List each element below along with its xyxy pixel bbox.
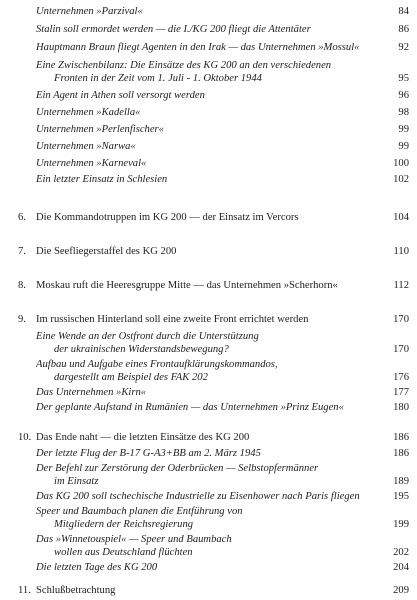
entry-title: Die letzten Tage des KG 200 <box>36 562 158 573</box>
chapter-number: 10. <box>18 432 32 443</box>
entry-title: Ein Agent in Athen soll versorgt werden <box>36 90 205 101</box>
entry-page: 170 <box>393 344 409 355</box>
entry-title: Das Unternehmen »Kirn« <box>36 387 147 398</box>
entry-page: 96 <box>398 90 409 101</box>
entry-page: 189 <box>393 476 409 487</box>
entry-page: 176 <box>393 372 409 383</box>
chapter-number: 8. <box>18 280 26 291</box>
chapter-number: 9. <box>18 314 26 325</box>
entry-page: 186 <box>393 448 409 459</box>
chapter-page: 104 <box>393 212 409 223</box>
entry-title: Unternehmen »Kadella« <box>36 107 141 118</box>
entry-page: 202 <box>393 547 409 558</box>
chapter-title: Moskau ruft die Heeresgruppe Mitte — das Unternehmen »Scherhorn« <box>36 280 338 291</box>
entry-title: wollen aus Deutschland flüchten <box>54 547 193 558</box>
chapter-page: 170 <box>393 314 409 325</box>
entry-title: Der Befehl zur Zerstörung der Oderbrücken — Selbstopfermänner <box>36 463 319 474</box>
entry-page: 204 <box>393 562 409 573</box>
entry-title: Unternehmen »Perlenfischer« <box>36 124 164 135</box>
entry-page: 84 <box>398 6 409 17</box>
chapter-page: 110 <box>393 246 409 257</box>
entry-title: dargestellt am Beispiel des FAK 202 <box>54 372 208 383</box>
entry-page: 102 <box>393 174 409 185</box>
entry-title: Hauptmann Braun fliegt Agenten in den Irak — das Unternehmen »Mossul« <box>36 42 360 53</box>
chapter-page: 209 <box>393 585 409 596</box>
entry-page: 86 <box>398 24 409 35</box>
entry-page: 100 <box>393 158 409 169</box>
entry-title: im Einsatz <box>54 476 99 487</box>
chapter-page: 186 <box>393 432 409 443</box>
entry-title: Ein letzter Einsatz in Schlesien <box>36 174 168 185</box>
chapter-title: Die Seefliegerstaffel des KG 200 <box>36 246 177 257</box>
entry-page: 177 <box>393 387 409 398</box>
chapter-title: Das Ende naht — die letzten Einsätze des KG 200 <box>36 432 250 443</box>
entry-title: Der geplante Aufstand in Rumänien — das Unternehmen »Prinz Eugen« <box>36 402 344 413</box>
entry-title: Eine Wende an der Ostfront durch die Unterstützung <box>36 331 259 342</box>
entry-title: Eine Zwischenbilanz: Die Einsätze des KG 200 an den verschiedenen <box>36 60 332 71</box>
entry-title: Stalin soll ermordet werden — die I./KG 200 fliegt die Attentäter <box>36 24 311 35</box>
chapter-number: 6. <box>18 212 26 223</box>
entry-title: Speer und Baumbach planen die Entführung von <box>36 506 243 517</box>
entry-title: Fronten in der Zeit vom 1. Juli - 1. Oktober 1944 <box>54 73 262 84</box>
entry-page: 95 <box>398 73 409 84</box>
entry-title: Unternehmen »Parzival« <box>36 6 143 17</box>
entry-page: 98 <box>398 107 409 118</box>
chapter-title: Schlußbetrachtung <box>36 585 116 596</box>
entry-title: Unternehmen »Narwa« <box>36 141 136 152</box>
entry-title: Aufbau und Aufgabe eines Frontaufklärungskommandos, <box>36 359 278 370</box>
entry-page: 195 <box>393 491 409 502</box>
entry-page: 199 <box>393 519 409 530</box>
chapter-number: 7. <box>18 246 26 257</box>
chapter-title: Im russischen Hinterland soll eine zweite Front errichtet werden <box>36 314 309 325</box>
chapter-page: 112 <box>393 280 409 291</box>
entry-title: Das »Winnetouspiel« — Speer und Baumbach <box>36 534 232 545</box>
entry-title: Mitgliedern der Reichsregierung <box>54 519 194 530</box>
entry-title: Unternehmen »Karneval« <box>36 158 147 169</box>
entry-title: Das KG 200 soll tschechische Industrielle zu Eisenhower nach Paris fliegen <box>36 491 360 502</box>
entry-page: 180 <box>393 402 409 413</box>
entry-page: 99 <box>398 141 409 152</box>
entry-title: der ukrainischen Widerstandsbewegung? <box>54 344 229 355</box>
entry-page: 92 <box>398 42 409 53</box>
chapter-title: Die Kommandotruppen im KG 200 — der Einsatz im Vercors <box>36 212 299 223</box>
chapter-number: 11. <box>18 585 31 596</box>
entry-title: Der letzte Flug der B-17 G-A3+BB am 2. März 1945 <box>36 448 261 459</box>
entry-page: 99 <box>398 124 409 135</box>
